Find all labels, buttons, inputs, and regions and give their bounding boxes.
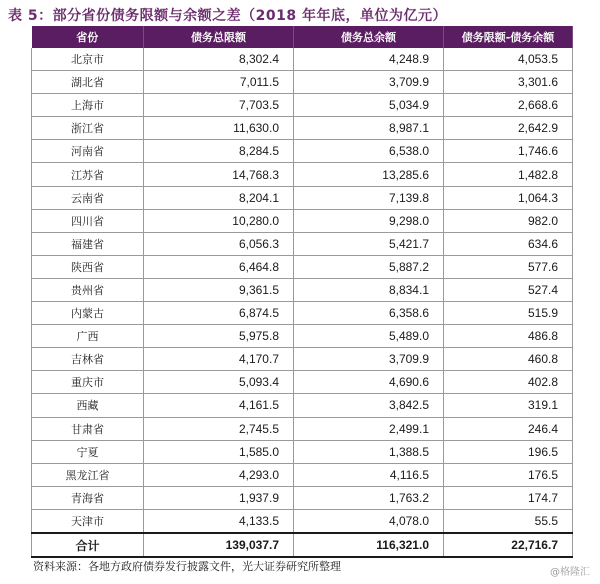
difference-cell: 2,642.9	[444, 117, 573, 140]
province-cell: 宁夏	[32, 440, 144, 463]
table-row	[32, 278, 573, 301]
province-cell: 上海市	[32, 94, 144, 117]
difference-cell: 196.5	[444, 440, 573, 463]
debt-table-container	[31, 26, 572, 558]
debt-balance-cell: 8,834.1	[294, 278, 444, 301]
table-row	[32, 140, 573, 163]
total-debt-balance-cell: 116,321.0	[294, 533, 444, 557]
total-row	[32, 533, 573, 557]
debt-balance-cell: 2,499.1	[294, 417, 444, 440]
difference-cell: 527.4	[444, 278, 573, 301]
province-cell: 青海省	[32, 486, 144, 509]
table-row	[32, 232, 573, 255]
debt-balance-cell: 4,116.5	[294, 463, 444, 486]
table-row	[32, 117, 573, 140]
difference-cell: 515.9	[444, 302, 573, 325]
difference-cell: 4,053.5	[444, 48, 573, 71]
debt-limit-cell: 11,630.0	[144, 117, 294, 140]
table-body	[32, 48, 573, 557]
debt-balance-cell: 5,421.7	[294, 232, 444, 255]
table-row	[32, 348, 573, 371]
debt-limit-cell: 8,284.5	[144, 140, 294, 163]
debt-limit-cell: 4,293.0	[144, 463, 294, 486]
debt-limit-cell: 4,170.7	[144, 348, 294, 371]
difference-cell: 1,746.6	[444, 140, 573, 163]
province-cell: 贵州省	[32, 278, 144, 301]
difference-cell: 174.7	[444, 486, 573, 509]
province-cell: 湖北省	[32, 71, 144, 94]
debt-limit-cell: 14,768.3	[144, 163, 294, 186]
debt-balance-cell: 8,987.1	[294, 117, 444, 140]
province-cell: 吉林省	[32, 348, 144, 371]
difference-cell: 1,482.8	[444, 163, 573, 186]
debt-limit-cell: 5,093.4	[144, 371, 294, 394]
province-cell: 四川省	[32, 209, 144, 232]
province-cell: 甘肃省	[32, 417, 144, 440]
table-row	[32, 371, 573, 394]
debt-balance-cell: 4,248.9	[294, 48, 444, 71]
watermark: @格隆汇	[550, 567, 590, 578]
difference-cell: 982.0	[444, 209, 573, 232]
debt-balance-cell: 13,285.6	[294, 163, 444, 186]
debt-limit-cell: 10,280.0	[144, 209, 294, 232]
table-row	[32, 94, 573, 117]
debt-limit-cell: 6,874.5	[144, 302, 294, 325]
table-row	[32, 486, 573, 509]
header-province: 省份	[32, 26, 144, 48]
province-cell: 西藏	[32, 394, 144, 417]
table-row	[32, 302, 573, 325]
debt-limit-cell: 8,302.4	[144, 48, 294, 71]
province-cell: 天津市	[32, 509, 144, 533]
debt-limit-cell: 2,745.5	[144, 417, 294, 440]
total-debt-limit-cell: 139,037.7	[144, 533, 294, 557]
difference-cell: 577.6	[444, 255, 573, 278]
table-row	[32, 209, 573, 232]
debt-balance-cell: 3,709.9	[294, 71, 444, 94]
table-row	[32, 48, 573, 71]
province-cell: 云南省	[32, 186, 144, 209]
debt-balance-cell: 3,842.5	[294, 394, 444, 417]
debt-limit-cell: 4,133.5	[144, 509, 294, 533]
difference-cell: 55.5	[444, 509, 573, 533]
header-debt-limit: 债务总限额	[144, 26, 294, 48]
difference-cell: 3,301.6	[444, 71, 573, 94]
debt-limit-cell: 8,204.1	[144, 186, 294, 209]
difference-cell: 319.1	[444, 394, 573, 417]
table-row	[32, 417, 573, 440]
header-debt-balance: 债务总余额	[294, 26, 444, 48]
debt-balance-cell: 1,763.2	[294, 486, 444, 509]
debt-limit-cell: 9,361.5	[144, 278, 294, 301]
province-cell: 北京市	[32, 48, 144, 71]
debt-limit-cell: 1,937.9	[144, 486, 294, 509]
table-row	[32, 255, 573, 278]
difference-cell: 486.8	[444, 325, 573, 348]
table-row	[32, 440, 573, 463]
table-row	[32, 325, 573, 348]
debt-balance-cell: 5,034.9	[294, 94, 444, 117]
debt-balance-cell: 6,538.0	[294, 140, 444, 163]
table-row	[32, 163, 573, 186]
debt-limit-cell: 4,161.5	[144, 394, 294, 417]
debt-limit-cell: 6,056.3	[144, 232, 294, 255]
difference-cell: 402.8	[444, 371, 573, 394]
table-row	[32, 186, 573, 209]
debt-limit-cell: 5,975.8	[144, 325, 294, 348]
province-cell: 河南省	[32, 140, 144, 163]
header-row	[32, 26, 573, 48]
debt-balance-cell: 1,388.5	[294, 440, 444, 463]
province-cell: 重庆市	[32, 371, 144, 394]
province-cell: 黑龙江省	[32, 463, 144, 486]
difference-cell: 460.8	[444, 348, 573, 371]
table-title: 表 5：部分省份债务限额与余额之差（2018 年年底，单位为亿元）	[8, 8, 447, 24]
debt-table	[31, 26, 573, 558]
province-cell: 内蒙古	[32, 302, 144, 325]
debt-balance-cell: 6,358.6	[294, 302, 444, 325]
difference-cell: 176.5	[444, 463, 573, 486]
debt-balance-cell: 3,709.9	[294, 348, 444, 371]
difference-cell: 1,064.3	[444, 186, 573, 209]
debt-limit-cell: 7,011.5	[144, 71, 294, 94]
table-row	[32, 509, 573, 533]
debt-balance-cell: 7,139.8	[294, 186, 444, 209]
debt-balance-cell: 4,690.6	[294, 371, 444, 394]
province-cell: 浙江省	[32, 117, 144, 140]
debt-balance-cell: 5,489.0	[294, 325, 444, 348]
source-note: 资料来源：各地方政府债券发行披露文件，光大证券研究所整理	[33, 560, 341, 573]
debt-balance-cell: 4,078.0	[294, 509, 444, 533]
total-province-cell: 合计	[32, 533, 144, 557]
debt-limit-cell: 7,703.5	[144, 94, 294, 117]
difference-cell: 246.4	[444, 417, 573, 440]
province-cell: 福建省	[32, 232, 144, 255]
province-cell: 江苏省	[32, 163, 144, 186]
debt-limit-cell: 6,464.8	[144, 255, 294, 278]
table-row	[32, 394, 573, 417]
table-row	[32, 463, 573, 486]
difference-cell: 2,668.6	[444, 94, 573, 117]
debt-balance-cell: 5,887.2	[294, 255, 444, 278]
debt-balance-cell: 9,298.0	[294, 209, 444, 232]
province-cell: 陕西省	[32, 255, 144, 278]
total-difference-cell: 22,716.7	[444, 533, 573, 557]
debt-limit-cell: 1,585.0	[144, 440, 294, 463]
table-row	[32, 71, 573, 94]
province-cell: 广西	[32, 325, 144, 348]
difference-cell: 634.6	[444, 232, 573, 255]
header-limit-minus-balance: 债务限额-债务余额	[444, 26, 573, 48]
